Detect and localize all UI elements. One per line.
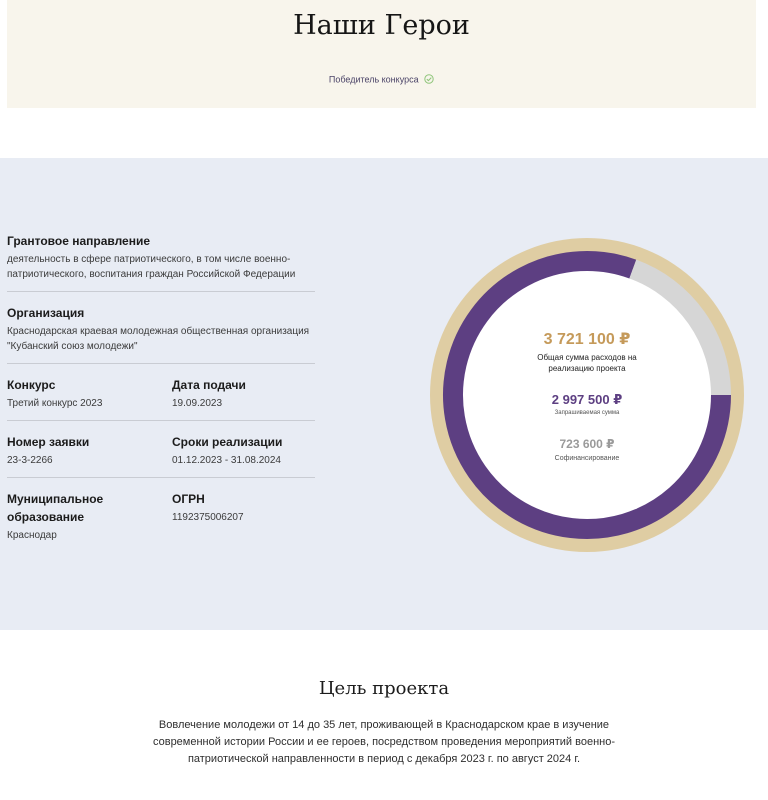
page-title: Наши Герои <box>293 10 470 41</box>
check-circle-icon <box>424 74 434 86</box>
submitted-label: Дата подачи <box>172 378 246 392</box>
period-label: Сроки реализации <box>172 435 283 449</box>
organization <box>7 304 315 354</box>
organization-value: Краснодарская краевая молодежная общественная организация "Кубанский союз молодежи" <box>7 326 310 352</box>
contest-value: Третий конкурс 2023 <box>7 398 103 409</box>
divider <box>7 420 315 421</box>
requested-caption: Запрашиваемая сумма <box>554 410 620 416</box>
cofinancing-amount: 723 600 ₽ <box>559 437 615 451</box>
divider <box>7 363 315 364</box>
cofinancing-caption: Софинансирование <box>554 455 620 462</box>
winner-badge-label: Победитель конкурса <box>328 74 419 85</box>
contest-row <box>7 376 315 411</box>
period-value: 01.12.2023 - 31.08.2024 <box>172 455 281 466</box>
ogrn-value: 1192375006207 <box>172 512 244 523</box>
grant-direction-value: деятельность в сфере патриотического, в том числе военно-патриотического, воспитания граждан Российской Федерации <box>7 254 296 280</box>
municipality-row <box>7 490 315 543</box>
ogrn-label: ОГРН <box>172 492 205 506</box>
divider <box>7 291 315 292</box>
winner-badge <box>7 74 756 86</box>
contest-label: Конкурс <box>7 378 56 392</box>
submitted-value: 19.09.2023 <box>172 398 223 409</box>
budget-chart <box>429 237 745 553</box>
project-details <box>7 232 315 543</box>
total-amount: 3 721 100 ₽ <box>543 331 631 348</box>
application-row <box>7 433 315 468</box>
project-info-section <box>0 158 768 630</box>
municipality-label: Муниципальное образование <box>7 492 104 524</box>
requested-amount: 2 997 500 ₽ <box>551 392 623 407</box>
app-number-label: Номер заявки <box>7 435 90 449</box>
goal-title: Цель проекта <box>318 678 450 699</box>
municipality-value: Краснодар <box>7 530 57 541</box>
total-caption: Общая сумма расходов на реализацию проекта <box>537 353 637 373</box>
grant-direction <box>7 232 315 282</box>
app-number-value: 23-3-2266 <box>7 455 53 466</box>
organization-label: Организация <box>7 306 85 320</box>
grant-direction-label: Грантовое направление <box>7 234 151 248</box>
goal-text: Вовлечение молодежи от 14 до 35 лет, проживающей в Краснодарском крае в изучение современной истории России и ее героев, посредством проведения мероприятий военно-патриотической направленности в период с декабря 2023 г. по август 2024 г. <box>152 719 615 765</box>
divider <box>7 477 315 478</box>
hero-banner <box>7 0 756 108</box>
